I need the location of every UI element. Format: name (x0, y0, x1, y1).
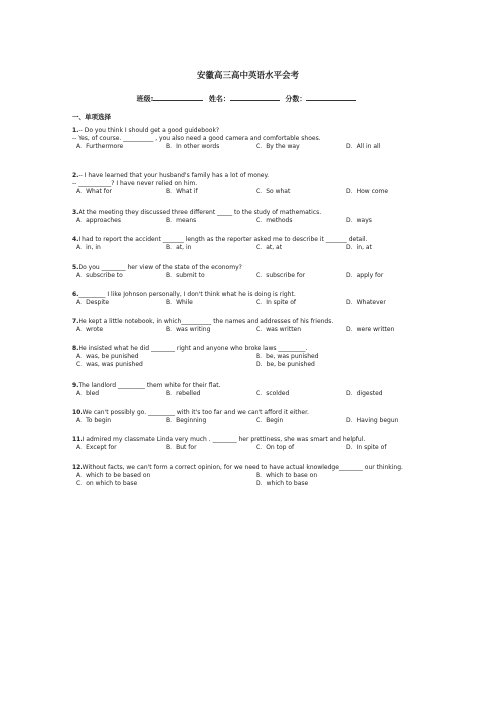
answer-option[interactable]: B．Beginning (166, 417, 207, 424)
option-row (72, 299, 432, 307)
question-stem-text: Do you ________ her view of the state of the economy? (78, 264, 242, 271)
question-2 (72, 172, 432, 196)
question-stem-line (72, 135, 432, 143)
option-row (72, 188, 432, 196)
question-stem-text: He insisted what he did ________ right and anyone who broke laws _________. (78, 345, 308, 352)
question-8 (72, 345, 432, 369)
answer-option[interactable]: C．was, was punished (76, 361, 143, 368)
answer-option[interactable]: A．subscribe to (76, 272, 123, 279)
answer-option[interactable]: D．How come (346, 188, 389, 195)
question-5 (72, 264, 432, 280)
question-stem-text: -- I have learned that your husband's family has a lot of money. (78, 172, 270, 179)
question-1 (72, 127, 432, 151)
question-stem-line (72, 180, 432, 188)
answer-option[interactable]: B．While (166, 299, 193, 306)
answer-option[interactable]: C．On top of (256, 444, 295, 451)
answer-option[interactable]: C．Begin (256, 417, 284, 424)
answer-option[interactable]: B．means (166, 217, 197, 224)
question-stem-line (72, 236, 432, 244)
answer-option[interactable]: D．ways (346, 217, 372, 224)
question-stem-line (72, 345, 432, 353)
answer-option[interactable]: B．was writing (166, 326, 211, 333)
question-stem-text: Without facts, we can't form a correct opinion, for we need to have actual knowledge________ our thinking. (82, 464, 403, 471)
answer-option[interactable]: B．In other words (166, 143, 220, 150)
option-row (72, 417, 432, 425)
option-row (72, 272, 432, 280)
question-stem-line (72, 172, 432, 180)
question-stem-line (72, 382, 432, 390)
question-4 (72, 236, 432, 252)
answer-option[interactable]: D．Whatever (346, 299, 386, 306)
answer-option[interactable]: D．Having begun (346, 417, 399, 424)
question-stem-text: -- Do you think I should get a good guidebook? (78, 127, 220, 134)
answer-option[interactable]: C．By the way (256, 143, 300, 150)
answer-option[interactable]: C．So what (256, 188, 291, 195)
answer-option[interactable]: B．at, in (166, 244, 192, 251)
answer-option[interactable]: D．All in all (346, 143, 381, 150)
question-stem-line (72, 127, 432, 135)
question-number: 10. (72, 409, 83, 416)
page-title: 安徽高三高中英语水平会考 (196, 71, 299, 81)
answer-option[interactable]: D．which to base (256, 480, 309, 487)
name-blank[interactable] (230, 93, 280, 101)
answer-option[interactable]: A．wrote (76, 326, 104, 333)
answer-option[interactable]: A．was, be punished (76, 353, 139, 360)
question-7 (72, 318, 432, 334)
option-row (72, 444, 432, 452)
question-stem-text: At the meeting they discussed three different _____ to the study of mathematics. (78, 209, 322, 216)
class-blank[interactable] (153, 93, 203, 101)
question-number: 9. (72, 382, 79, 389)
answer-option[interactable]: A．approaches (76, 217, 122, 224)
question-stem-line (72, 464, 432, 472)
question-stem-text: The landlord _________ them white for their flat. (78, 382, 221, 389)
question-stem-text: _________ I like Johnson personally, I don't think what he is doing is right. (78, 291, 296, 298)
answer-option[interactable]: A．Despite (76, 299, 110, 306)
question-number: 1. (72, 127, 79, 134)
question-number: 8. (72, 345, 79, 352)
answer-option[interactable]: D．be, be punished (256, 361, 315, 368)
option-row (72, 390, 432, 398)
score-label: 分数： (285, 95, 307, 103)
answer-option[interactable]: D．digested (346, 390, 383, 397)
question-stem-line (72, 436, 432, 444)
option-row (72, 217, 432, 225)
option-row (72, 361, 432, 369)
question-number: 7. (72, 318, 79, 325)
question-number: 2. (72, 172, 79, 179)
answer-option[interactable]: D．apply for (346, 272, 384, 279)
question-10 (72, 409, 432, 425)
answer-option[interactable]: D．were written (346, 326, 395, 333)
option-row (72, 480, 432, 488)
question-stem-line (72, 209, 432, 217)
question-number: 3. (72, 209, 79, 216)
answer-option[interactable]: B．What if (166, 188, 198, 195)
answer-option[interactable]: C．at, at (256, 244, 283, 251)
question-number: 5. (72, 264, 79, 271)
question-12 (72, 464, 432, 488)
answer-option[interactable]: C．subscribe for (256, 272, 306, 279)
question-stem-line (72, 291, 432, 299)
name-label: 姓名： (208, 95, 230, 103)
answer-option[interactable]: A．What for (76, 188, 113, 195)
option-row (72, 143, 432, 151)
question-stem-line (72, 409, 432, 417)
answer-option[interactable]: C．scolded (256, 390, 290, 397)
question-stem-text: We can't possibly go. _________ with it's too far and we can't afford it either. (82, 409, 309, 416)
answer-option[interactable]: C．methods (256, 217, 293, 224)
question-stem-text: -- ___________? I have never relied on him. (72, 180, 198, 187)
question-stem-text: He kept a little notebook, in which__________ the names and addresses of his friends. (78, 318, 334, 325)
question-number: 12. (72, 464, 83, 471)
answer-option[interactable]: A．Except for (76, 444, 117, 451)
section-heading: 一、单项选择 (72, 113, 111, 121)
question-number: 6. (72, 291, 79, 298)
answer-option[interactable]: C．on which to base (76, 480, 138, 487)
option-row (72, 244, 432, 252)
answer-option[interactable]: B．be, was punished (256, 353, 319, 360)
answer-option[interactable]: D．in, at (346, 244, 372, 251)
answer-option[interactable]: A．bled (76, 390, 100, 397)
question-11 (72, 436, 432, 452)
question-number: 4. (72, 236, 79, 243)
question-stem-text: I had to report the accident _______ length as the reporter asked me to describe it _______ detail. (78, 236, 368, 243)
class-label: 班级: (136, 95, 154, 103)
option-row (72, 472, 432, 480)
question-6 (72, 291, 432, 307)
score-blank[interactable] (306, 93, 356, 101)
answer-option[interactable]: A．Furthermore (76, 143, 124, 150)
answer-option[interactable]: B．rebelled (166, 390, 201, 397)
answer-option[interactable]: B．which to base on (256, 472, 318, 479)
question-stem-text: I admired my classmate Linda very much . ________ her prettiness, she was smart and helpful. (82, 436, 366, 443)
answer-option[interactable]: B．submit to (166, 272, 205, 279)
option-row (72, 353, 432, 361)
answer-option[interactable]: D．In spite of (346, 444, 387, 451)
answer-option[interactable]: A．in, in (76, 244, 101, 251)
answer-option[interactable]: A．To begin (76, 417, 112, 424)
question-stem-line (72, 264, 432, 272)
question-number: 11. (72, 436, 83, 443)
answer-option[interactable]: C．was written (256, 326, 302, 333)
answer-option[interactable]: A．which to be based on (76, 472, 151, 479)
answer-option[interactable]: C．In spite of (256, 299, 297, 306)
option-row (72, 326, 432, 334)
question-stem-line (72, 318, 432, 326)
question-3 (72, 209, 432, 225)
question-9 (72, 382, 432, 398)
answer-option[interactable]: B．But for (166, 444, 197, 451)
student-info-line (0, 93, 496, 104)
question-stem-text: -- Yes, of course. __________ , you also need a good camera and comfortable shoes. (72, 135, 321, 142)
